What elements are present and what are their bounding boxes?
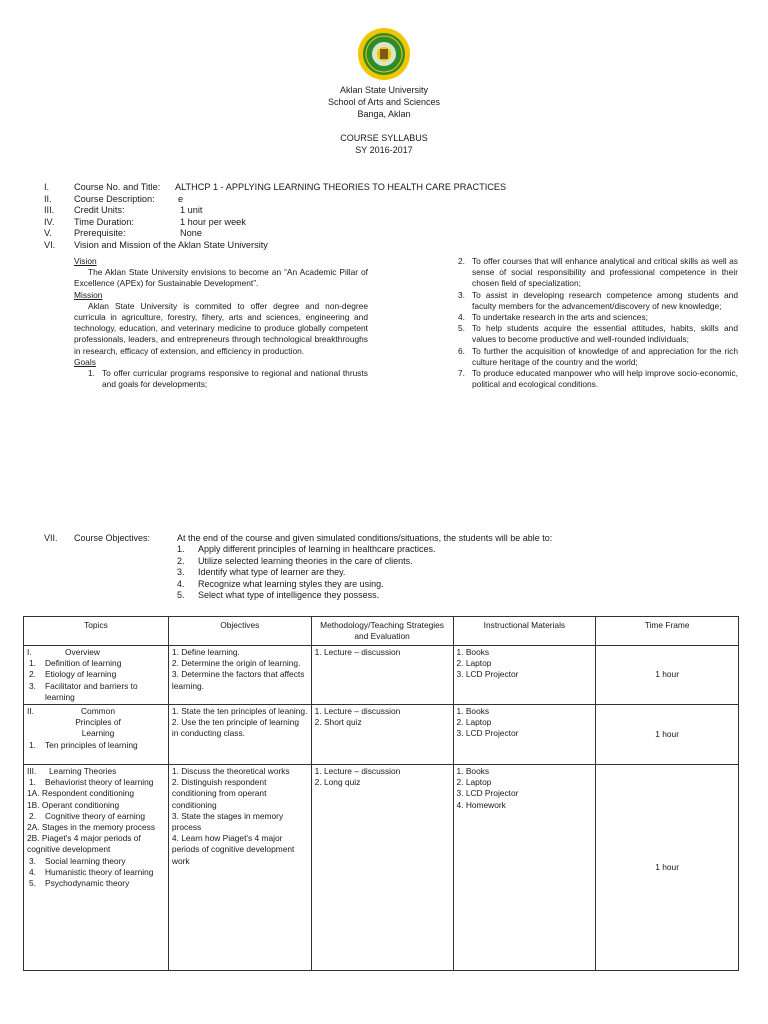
goal-item (74, 368, 368, 390)
item-label: Course Description: (74, 193, 155, 204)
topic-subitem: 1A. Respondent conditioning (27, 788, 135, 799)
goal-number: 1. (88, 368, 95, 379)
item-label: Vision and Mission of the Aklan State University (74, 239, 268, 250)
mission-text: Aklan State University is commited to offer degree and non-degree curricula in agriculture, forestry, fihery, arts and sciences, engineering and technology, education, and veterinary medicine to produce globally competent professionals, leaders, and entrepreneurs through technological breakthroughs in research, efficacy of extension, and efficiency in production. (74, 300, 368, 356)
table-row (24, 705, 739, 765)
objective-text: Apply different principles of learning in healthcare practices. (198, 544, 436, 555)
vision-text: The Aklan State University envisions to become an “An Academic Pillar of Excellence (APEx) for Sustainable Development”. (74, 267, 368, 289)
goal-number: 7. (458, 368, 465, 379)
methods-cell: 1. Lecture – discussion 2. Short quiz (311, 705, 453, 765)
mission-heading: Mission (74, 289, 103, 300)
column-header: Topics (24, 617, 169, 646)
objective-number: 5. (177, 589, 185, 600)
topic-number: III. (27, 766, 37, 777)
item-label: Course No. and Title: (74, 182, 161, 192)
goal-item (444, 290, 738, 312)
item-number: IV. (44, 216, 55, 227)
topic-item: 5. Psychodynamic theory (29, 878, 130, 889)
vision-heading: Vision (74, 256, 97, 266)
item-number: I. (44, 182, 50, 192)
goals-column (444, 256, 738, 390)
time-frame-cell: 1 hour (596, 705, 739, 765)
table-header-row (24, 617, 739, 646)
goal-item (444, 346, 738, 368)
table-row (24, 646, 739, 705)
column-header: Time Frame (596, 617, 739, 646)
time-frame-cell: 1 hour (596, 646, 739, 705)
course-description: e (178, 193, 184, 204)
objective-item (177, 567, 435, 578)
methods-cell: 1. Lecture – discussion (311, 646, 453, 705)
item-number: VI. (44, 239, 56, 250)
topic-cell (24, 765, 169, 971)
document-title: COURSE SYLLABUS (340, 133, 428, 143)
topic-item: 2. Cognitive theory of earning (29, 810, 146, 821)
topic-item: 3. Social learning theory (29, 855, 126, 866)
table-row (24, 765, 739, 971)
item-number: III. (44, 205, 55, 216)
objective-item (177, 556, 435, 567)
university-name: Aklan State University (339, 85, 429, 95)
materials-cell: 1. Books 2. Laptop 3. LCD Projector 4. Homework (453, 765, 596, 971)
objective-text: Recognize what learning styles they are using. (198, 578, 384, 589)
syllabus-table (23, 616, 739, 971)
school-year: SY 2016-2017 (355, 145, 413, 155)
time-frame-cell: 1 hour (596, 765, 739, 971)
materials-cell: 1. Books 2. Laptop 3. LCD Projector (453, 646, 596, 705)
topic-cell (24, 705, 169, 765)
topic-subitem: 2A. Stages in the memory process (27, 822, 156, 833)
goal-text: To help students acquire the essential attitudes, habits, skills and values to become productive and well-rounded individuals; (472, 323, 738, 345)
topic-cell (24, 646, 169, 705)
methods-cell: 1. Lecture – discussion 2. Long quiz (311, 765, 453, 971)
location: Banga, Aklan (357, 109, 411, 119)
topic-subitem: 2B. Piaget's 4 major periods of cognitive development (27, 833, 141, 855)
topic-subitem: 1B. Operant conditioning (27, 799, 120, 810)
goal-text: To undertake research in the arts and sciences; (472, 312, 648, 323)
objective-item (177, 590, 435, 601)
objectives-cell: 1. Discuss the theoretical works 2. Distinguish respondent conditioning from operant conditioning 3. State the stages in memory process 4. Learn how Piaget's 4 major periods of cognitive development work (168, 765, 311, 971)
column-header: Instructional Materials (453, 617, 596, 646)
goal-item (444, 323, 738, 345)
objectives-list (177, 544, 435, 601)
topic-title: Overview (65, 647, 100, 657)
topic-title: Common Principles of Learning (75, 706, 121, 739)
university-seal-logo (357, 27, 411, 81)
item-number: V. (44, 228, 52, 239)
course-title: ALTHCP 1 - APPLYING LEARNING THEORIES TO HEALTH CARE PRACTICES (175, 182, 507, 192)
prerequisite: None (180, 228, 202, 239)
item-label: Time Duration: (74, 216, 134, 227)
objectives-intro: At the end of the course and given simulated conditions/situations, the students will be able to: (177, 533, 553, 543)
objective-text: Select what type of intelligence they possess. (198, 589, 380, 600)
topic-item: 2. Etiology of learning (29, 669, 117, 680)
topic-number: I. (27, 647, 32, 657)
goal-text: To offer courses that will enhance analytical and critical skills as well as sense of social responsibility and professional competence in their chosen field of specialization; (472, 256, 738, 289)
goals-heading: Goals (74, 356, 96, 367)
topic-item: 1. Definition of learning (29, 658, 122, 669)
goal-number: 2. (458, 256, 465, 266)
goal-text: To offer curricular programs responsive to regional and national thrusts and goals for developments; (102, 368, 368, 390)
topic-item: 4. Humanistic theory of learning (29, 866, 154, 877)
objective-number: 3. (177, 567, 185, 578)
objective-item (177, 579, 435, 590)
goal-text: To assist in developing research competence among students and faculty members for the advancement/discovery of new knowledge; (472, 289, 738, 311)
item-number: II. (44, 193, 52, 204)
section-label: Course Objectives: (74, 533, 151, 543)
goal-number: 3. (458, 289, 465, 300)
objective-text: Utilize selected learning theories in the care of clients. (198, 555, 413, 566)
objectives-cell: 1. State the ten principles of leaning. 2. Use the ten principle of learning in conducting class. (168, 705, 311, 765)
materials-cell: 1. Books 2. Laptop 3. LCD Projector (453, 705, 596, 765)
section-number: VII. (44, 533, 58, 543)
objectives-cell: 1. Define learning. 2. Determine the origin of learning. 3. Determine the factors that affects learning. (168, 646, 311, 705)
topic-item: 1. Ten principles of learning (29, 739, 138, 750)
item-label: Credit Units: (74, 205, 125, 216)
objective-number: 4. (177, 578, 185, 589)
topic-item: 3. Facilitator and barriers to learning (29, 680, 138, 702)
school-name: School of Arts and Sciences (327, 97, 441, 107)
goal-text: To produce educated manpower who will help improve socio-economic, political and ecological conditions. (472, 368, 738, 390)
topic-item: 1. Behaviorist theory of learning (29, 777, 154, 788)
objective-number: 1. (177, 544, 185, 555)
time-duration: 1 hour per week (180, 216, 246, 227)
vision-mission-column (74, 256, 368, 390)
column-header: Methodology/Teaching Strategies and Evaluation (311, 617, 453, 646)
goal-number: 4. (458, 312, 465, 323)
credit-units: 1 unit (180, 205, 203, 216)
column-header: Objectives (168, 617, 311, 646)
objective-text: Identify what type of learner are they. (198, 567, 346, 578)
topic-title: Learning Theories (49, 766, 117, 777)
item-label: Prerequisite: (74, 228, 126, 239)
objective-number: 2. (177, 555, 185, 566)
document-header (0, 84, 768, 156)
goal-item (444, 256, 738, 290)
goal-number: 6. (458, 345, 465, 356)
topic-number: II. (27, 706, 34, 717)
goal-text: To further the acquisition of knowledge of and appreciation for the rich culture heritage of the country and the world; (472, 345, 738, 367)
goal-item (444, 312, 738, 323)
goal-item (444, 368, 738, 390)
objective-item (177, 544, 435, 555)
goal-number: 5. (458, 323, 465, 334)
